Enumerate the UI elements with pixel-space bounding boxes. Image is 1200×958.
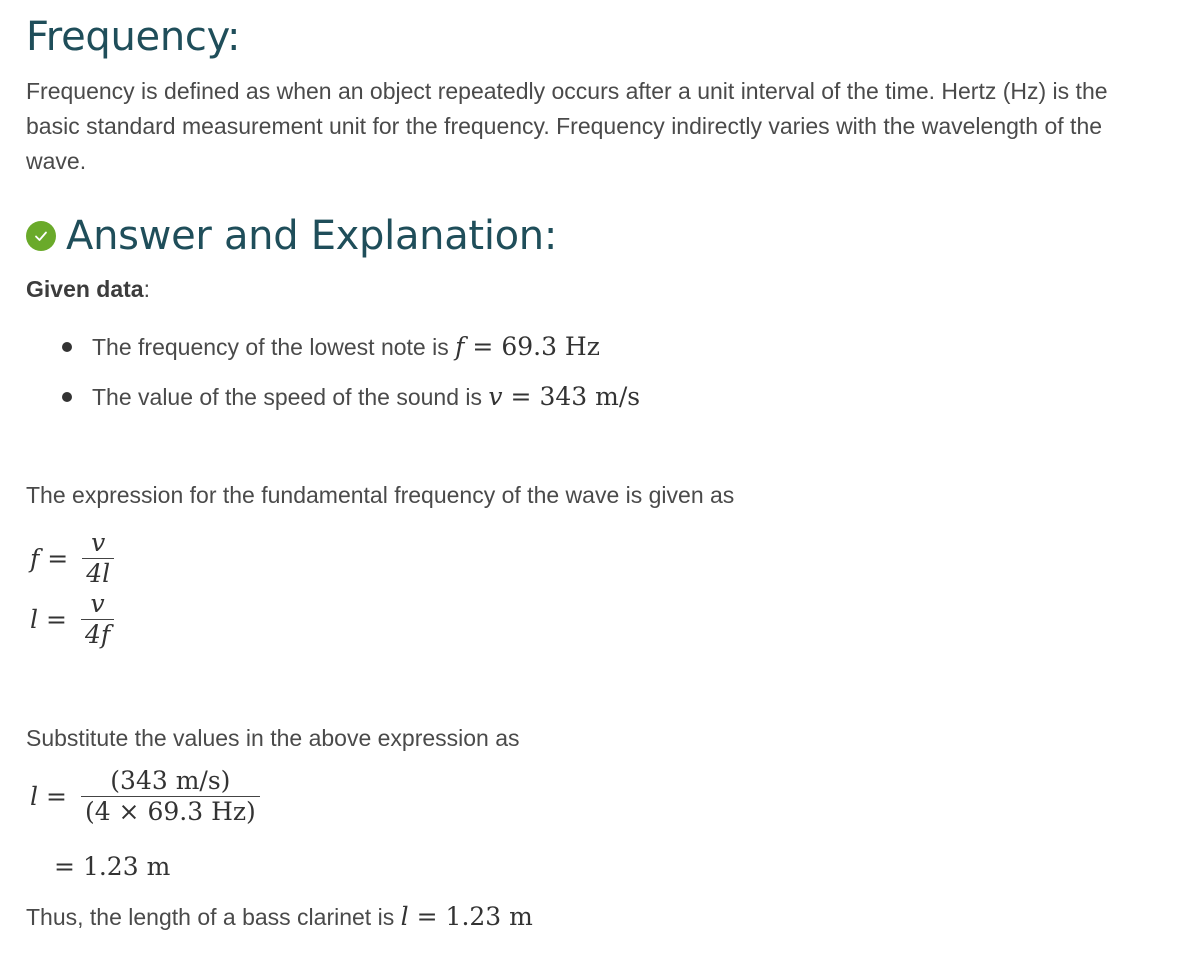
equation-result: = 1.23 m xyxy=(54,852,171,881)
equation-length: l = $\frac{v}{4f}$ xyxy=(30,589,114,650)
fraction-numerator: (343 m/s) xyxy=(110,766,231,795)
conclusion: Thus, the length of a bass clarinet is l = 1.23 m xyxy=(26,902,533,931)
given-item-text: The value of the speed of the sound is xyxy=(92,384,482,410)
fraction-numerator: v xyxy=(90,589,105,618)
math-value: 69.3 Hz xyxy=(501,332,600,361)
answer-heading xyxy=(26,213,557,259)
given-data-label xyxy=(26,276,150,303)
math-variable: l xyxy=(30,782,38,811)
math-value: 1.23 m xyxy=(82,852,171,881)
given-data-colon: : xyxy=(143,276,150,302)
check-circle-icon xyxy=(26,221,56,251)
list-item: The value of the speed of the sound is v = 343 m/s xyxy=(62,372,640,422)
fraction-denominator: (4 × 69.3 Hz) xyxy=(81,796,260,827)
math-variable: f xyxy=(30,544,40,573)
substitute-intro: Substitute the values in the above expression as xyxy=(26,725,520,751)
math-variable: v xyxy=(488,382,503,411)
fraction-denominator: 4f xyxy=(81,619,114,650)
fraction xyxy=(82,528,114,589)
math-value: 1.23 m xyxy=(445,902,533,931)
expression-intro: The expression for the fundamental frequency of the wave is given as xyxy=(26,482,735,508)
given-data-list xyxy=(62,322,640,422)
section-title-answer: Answer and Explanation: xyxy=(66,213,558,259)
math-variable: f xyxy=(455,332,465,361)
bullet-icon xyxy=(62,392,72,402)
bullet-icon xyxy=(62,342,72,352)
equation-substitution: l = $\frac{(343 m/s)}{(4 \times 69.3 Hz)}$ xyxy=(30,766,260,827)
equation-frequency: f = $\frac{v}{4l}$ xyxy=(30,528,114,589)
math-value: 343 m/s xyxy=(539,382,641,411)
fraction-numerator: v xyxy=(91,528,106,557)
fraction xyxy=(81,589,114,650)
frequency-paragraph: Frequency is defined as when an object repeatedly occurs after a unit interval of the time. Hertz (Hz) is the basic standard measurement unit for the frequency. Frequency indirectly varies with the wavelength of the wave. xyxy=(26,78,1108,174)
section-title-frequency: Frequency: xyxy=(26,14,241,60)
given-data-label-text: Given data xyxy=(26,276,144,302)
fraction-denominator: 4l xyxy=(82,558,114,589)
given-item-text: The frequency of the lowest note is xyxy=(92,334,449,360)
conclusion-text: Thus, the length of a bass clarinet is xyxy=(26,904,395,930)
math-variable: l xyxy=(400,902,409,931)
fraction xyxy=(81,766,260,827)
math-variable: l xyxy=(30,605,38,634)
list-item: The frequency of the lowest note is f = 69.3 Hz xyxy=(62,322,640,372)
